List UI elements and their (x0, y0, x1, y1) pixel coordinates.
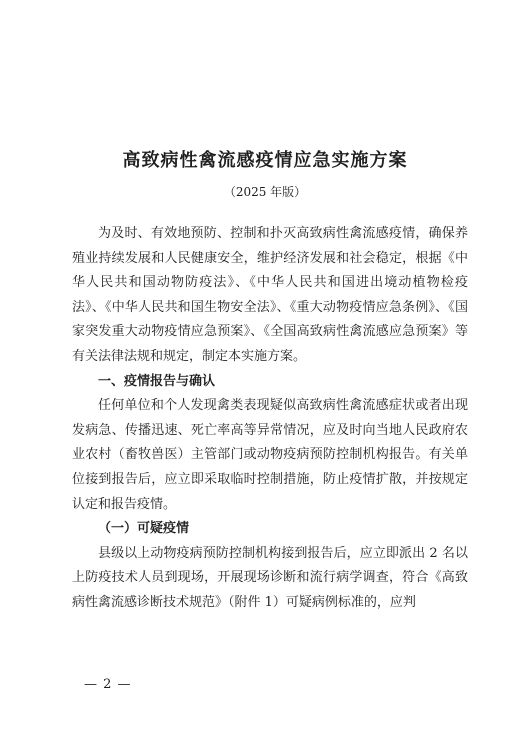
section-paragraph: 任何单位和个人发现禽类表现疑似高致病性禽流感症状或者出现发病急、传播迅速、死亡率高等异常情况，应及时向当地人民政府农业农村（畜牧兽医）主管部门或动物疫病预防控制机构报告。有关单位接到报告后，应立即采取临时控制措施，防止疫情扩散，并按规定认定和报告疫情。 (72, 398, 468, 512)
page-number: — 2 — (84, 677, 132, 692)
intro-paragraph: 为及时、有效地预防、控制和扑灭高致病性禽流感疫情，确保养殖业持续发展和人民健康安全，维护经济发展和社会稳定，根据《中华人民共和国动物防疫法》、《中华人民共和国进出境动植物检疫法》、《中华人民共和国生物安全法》、《重大动物疫情应急条例》、《国家突发重大动物疫情应急预案》、《全国高致病性禽流感应急预案》等有关法律法规和规定，制定本实施方案。 (72, 226, 468, 364)
subsection-paragraph: 县级以上动物疫病预防控制机构接到报告后，应立即派出 2 名以上防疫技术人员到现场，开展现场诊断和流行病学调查，符合《高致病性禽流感诊断技术规范》（附件 1）可疑病例标准的，应判 (72, 545, 468, 610)
document-body (72, 222, 468, 616)
section-heading: 一、疫情报告与确认 (98, 373, 216, 389)
document-title: 高致病性禽流感疫情应急实施方案 (122, 150, 408, 171)
document-edition: （2025 年版） (223, 185, 307, 199)
subsection-heading: （一）可疑疫情 (98, 521, 190, 537)
